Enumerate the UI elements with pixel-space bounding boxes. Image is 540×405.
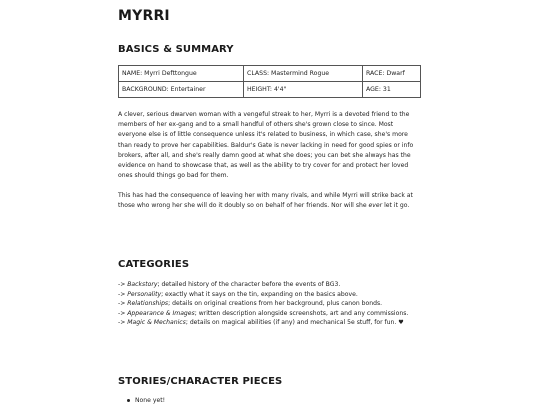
height-cell: HEIGHT: 4'4" (244, 82, 363, 98)
category-link-appearance[interactable]: Appearance & Images (127, 309, 195, 317)
category-desc: ; details on original creations from her background, plus canon bonds. (168, 300, 383, 307)
list-item (118, 299, 438, 309)
stories-list (125, 396, 165, 405)
category-desc: ; detailed history of the character before the events of BG3. (157, 281, 341, 288)
background-cell: BACKGROUND: Entertainer (119, 82, 244, 98)
name-cell: NAME: Myrri Defttongue (119, 66, 244, 82)
category-link-personality[interactable]: Personality (127, 290, 162, 298)
category-desc: ; exactly what it says on the tin, expanding on the basics above. (161, 290, 358, 298)
arrow-prefix: -> (118, 281, 128, 288)
categories-heading: CATEGORIES (118, 259, 190, 270)
character-info-table (118, 65, 421, 98)
summary-paragraph: A clever, serious dwarven woman with a vengeful streak to her, Myrri is a devoted friend to the members of her ex-gang and to a small handful of others she's grown close to since. Most everyone else is of little consequence unless it's related to business, in which case, she's more than ready to prove her capabilities. Baldur's Gate is never lacking in need for good spies or info brokers, after all, and she's really damn good at what she does; you can bet she always has the evidence on hand to showcase that, as well as the ability to try cover for and protect her loved ones should things go bad for them. (118, 111, 414, 180)
rivals-text-end: let it go. (382, 202, 410, 210)
table-row (119, 66, 421, 82)
list-item: None yet! (125, 396, 165, 405)
table-row (119, 82, 421, 98)
page-title: MYRRI (118, 8, 170, 24)
list-item (118, 309, 438, 319)
list-item (118, 280, 438, 290)
rivals-paragraph (118, 191, 423, 211)
category-link-magic[interactable]: Magic & Mechanics (127, 319, 186, 326)
stories-heading: STORIES/CHARACTER PIECES (118, 376, 283, 387)
race-cell: RACE: Dwarf (363, 66, 421, 82)
category-desc: ; details on magical abilities (if any) and mechanical 5e stuff, for fun. ♥ (185, 319, 404, 326)
emphasis-ever: ever (368, 202, 383, 210)
basics-heading: BASICS & SUMMARY (118, 44, 234, 55)
rivals-text: This has had the consequence of leaving her with many rivals, and while Myrri will strike back at those who wrong her she will do it doubly so on behalf of her friends. Nor will she (118, 192, 413, 210)
arrow-prefix: -> (118, 319, 128, 326)
class-cell: CLASS: Mastermind Rogue (244, 66, 363, 82)
age-cell: AGE: 31 (363, 82, 421, 98)
list-item (118, 290, 438, 300)
category-desc: ; written description alongside screenshots, art and any commissions. (194, 309, 409, 317)
category-link-backstory[interactable]: Backstory (127, 281, 158, 288)
arrow-prefix: -> (118, 309, 128, 317)
list-item (118, 318, 438, 328)
category-link-relationships[interactable]: Relationships (127, 300, 169, 307)
categories-list (118, 280, 438, 328)
arrow-prefix: -> (118, 300, 128, 307)
arrow-prefix: -> (118, 290, 128, 298)
